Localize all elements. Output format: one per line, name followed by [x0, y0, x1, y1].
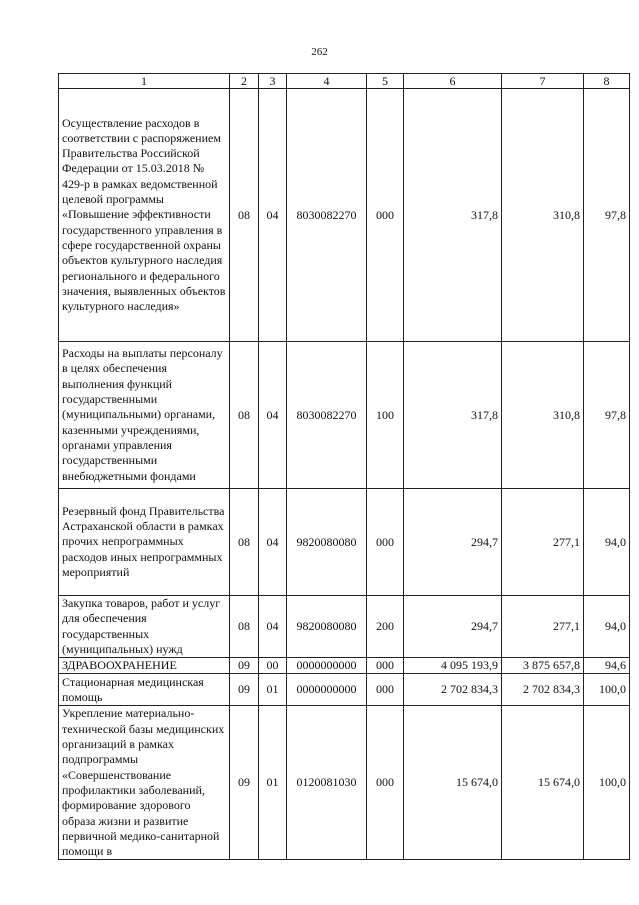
row-description: Закупка товаров, работ и услуг для обеспечения государственных (муниципальных) нужд — [59, 596, 230, 658]
row-planned-amount: 294,7 — [404, 596, 502, 658]
row-subsection: 04 — [259, 489, 287, 596]
row-section: 08 — [230, 489, 259, 596]
row-expense-type: 000 — [367, 706, 404, 860]
row-percent: 97,8 — [584, 89, 630, 342]
table-row — [59, 658, 630, 674]
row-percent: 94,0 — [584, 489, 630, 596]
table-row — [59, 89, 630, 342]
row-planned-amount: 4 095 193,9 — [404, 658, 502, 674]
row-target-article: 8030082270 — [287, 89, 367, 342]
row-percent: 97,8 — [584, 342, 630, 489]
row-subsection: 01 — [259, 706, 287, 860]
row-subsection: 01 — [259, 674, 287, 706]
row-expense-type: 200 — [367, 596, 404, 658]
row-target-article: 0000000000 — [287, 658, 367, 674]
row-planned-amount: 15 674,0 — [404, 706, 502, 860]
table-row — [59, 342, 630, 489]
table-row — [59, 706, 630, 860]
table-row — [59, 489, 630, 596]
header-col-2: 2 — [230, 74, 259, 89]
row-section: 08 — [230, 596, 259, 658]
row-actual-amount: 277,1 — [502, 489, 584, 596]
row-expense-type: 000 — [367, 489, 404, 596]
row-target-article: 0120081030 — [287, 706, 367, 860]
row-section: 09 — [230, 706, 259, 860]
row-actual-amount: 15 674,0 — [502, 706, 584, 860]
row-description: Укрепление материально-технической базы медицинских организаций в рамках подпрограммы «Совершенствование профилактики заболеваний, формирование здорового образа жизни и развитие первичной медико-санитарной помощи в — [59, 706, 230, 860]
row-section: 08 — [230, 89, 259, 342]
row-planned-amount: 317,8 — [404, 342, 502, 489]
row-subsection: 04 — [259, 89, 287, 342]
row-actual-amount: 310,8 — [502, 89, 584, 342]
row-actual-amount: 2 702 834,3 — [502, 674, 584, 706]
row-subsection: 00 — [259, 658, 287, 674]
row-actual-amount: 277,1 — [502, 596, 584, 658]
row-target-article: 9820080080 — [287, 489, 367, 596]
row-planned-amount: 2 702 834,3 — [404, 674, 502, 706]
row-actual-amount: 310,8 — [502, 342, 584, 489]
row-percent: 94,6 — [584, 658, 630, 674]
row-expense-type: 000 — [367, 674, 404, 706]
row-planned-amount: 317,8 — [404, 89, 502, 342]
header-col-1: 1 — [59, 74, 230, 89]
header-col-7: 7 — [502, 74, 584, 89]
row-target-article: 9820080080 — [287, 596, 367, 658]
table-header-row — [59, 74, 630, 89]
table-row — [59, 596, 630, 658]
row-expense-type: 000 — [367, 658, 404, 674]
row-target-article: 8030082270 — [287, 342, 367, 489]
row-description: Стационарная медицинская помощь — [59, 674, 230, 706]
table-row — [59, 674, 630, 706]
row-description: Расходы на выплаты персоналу в целях обеспечения выполнения функций государственными (муниципальными) органами, казенными учреждениями, органами управления государственными внебюджетными фондами — [59, 342, 230, 489]
header-col-3: 3 — [259, 74, 287, 89]
row-planned-amount: 294,7 — [404, 489, 502, 596]
header-col-6: 6 — [404, 74, 502, 89]
row-percent: 100,0 — [584, 706, 630, 860]
budget-table — [58, 73, 630, 860]
header-col-5: 5 — [367, 74, 404, 89]
header-col-8: 8 — [584, 74, 630, 89]
row-section: 09 — [230, 658, 259, 674]
row-description: ЗДРАВООХРАНЕНИЕ — [59, 658, 230, 674]
row-actual-amount: 3 875 657,8 — [502, 658, 584, 674]
row-percent: 94,0 — [584, 596, 630, 658]
row-description: Осуществление расходов в соответствии с распоряжением Правительства Российской Федерации от 15.03.2018 № 429-р в рамках ведомственной целевой программы «Повышение эффективности государственного управления в сфере государственной охраны объектов культурного наследия регионального и федерального значения, выявленных объектов культурного наследия» — [59, 89, 230, 342]
row-section: 08 — [230, 342, 259, 489]
header-col-4: 4 — [287, 74, 367, 89]
page-number: 262 — [311, 46, 328, 58]
row-section: 09 — [230, 674, 259, 706]
row-description: Резервный фонд Правительства Астраханской области в рамках прочих непрограммных расходов иных непрограммных мероприятий — [59, 489, 230, 596]
row-subsection: 04 — [259, 342, 287, 489]
row-subsection: 04 — [259, 596, 287, 658]
row-target-article: 0000000000 — [287, 674, 367, 706]
row-percent: 100,0 — [584, 674, 630, 706]
row-expense-type: 000 — [367, 89, 404, 342]
row-expense-type: 100 — [367, 342, 404, 489]
